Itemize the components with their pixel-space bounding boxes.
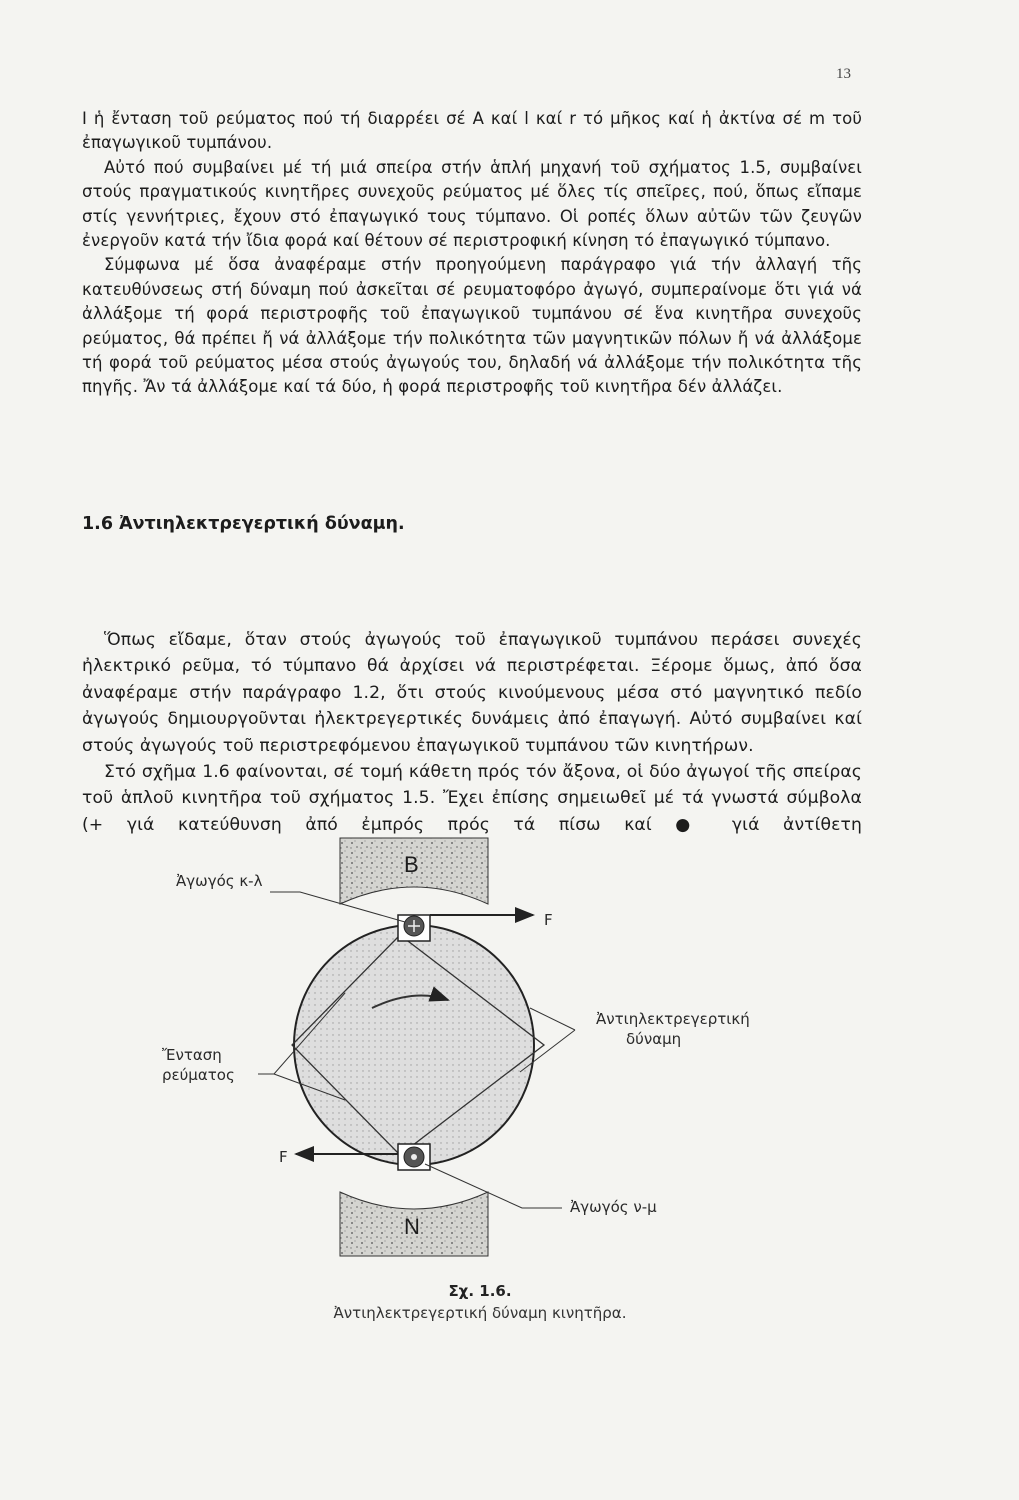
text-block-top <box>82 107 862 400</box>
figure-caption <box>280 1282 680 1322</box>
figure-1-6 <box>0 830 1019 1350</box>
conductor-top <box>398 915 430 941</box>
label-conductor-kl: Ἀγωγός κ-λ <box>176 872 263 890</box>
label-current-line2: ρεύματος <box>162 1066 235 1084</box>
label-back-emf-line2: δύναμη <box>626 1030 682 1048</box>
paragraph: Ι ἡ ἔνταση τοῦ ρεύματος πού τή διαρρέει σέ Α καί l καί r τό μῆκος καί ἡ ἀκτίνα σέ m τοῦ ἐπαγωγικοῦ τυμπάνου. <box>82 109 862 153</box>
paragraph: Στό σχῆμα 1.6 φαίνονται, σέ τομή κάθετη πρός τόν ἄξονα, οἱ δύο ἀγωγοί τῆς σπείρας τοῦ ἁπλοῦ κινητῆρα τοῦ σχήματος 1.5. Ἔχει ἐπίσης σημειωθεῖ μέ τά γνωστά σύμβολα (+ γιά κατεύθυνση ἀπό ἐμπρός πρός τά πίσω καί ● γιά ἀντίθετη <box>82 762 862 835</box>
north-pole <box>340 838 488 904</box>
label-back-emf-line1: Ἀντιηλεκτρεγερτική <box>596 1010 750 1028</box>
paragraph: Ὅπως εἴδαμε, ὅταν στούς ἀγωγούς τοῦ ἐπαγωγικοῦ τυμπάνου περάσει συνεχές ἠλεκτρικό ρεῦμα, τό τύμπανο θά ἀρχίσει νά περιστρέφεται. Ξέρομε ὅμως, ἀπό ὅσα ἀναφέραμε στήν παράγραφο 1.2, ὅτι στούς κινούμενους μέσα στό μαγνητικό πεδίο ἀγωγούς δημιουργοῦνται ἠλεκτρεγερτικές δυνάμεις ἀπό ἐπαγωγή. Αὐτό συμβαίνει καί στούς ἀγωγούς τοῦ περιστρεφόμενου ἐπαγωγικοῦ τυμπάνου τῶν κινητήρων. <box>82 630 862 756</box>
caption-text: Ἀντιηλεκτρεγερτική δύναμη κινητῆρα. <box>333 1304 627 1322</box>
label-conductor-nm: Ἀγωγός ν-μ <box>570 1198 657 1216</box>
south-pole <box>340 1192 488 1256</box>
caption-number: Σχ. 1.6. <box>448 1282 512 1300</box>
force-arrow-top <box>430 911 553 929</box>
text-block-bottom <box>82 627 862 838</box>
pole-label-top: B <box>404 852 419 877</box>
paragraph: Αὐτό πού συμβαίνει μέ τή μιά σπείρα στήν ἁπλή μηχανή τοῦ σχήματος 1.5, συμβαίνει στούς πραγματικούς κινητῆρες συνεχοῦς ρεύματος μέ ὅλες τίς σπεῖρες, πού, ὅπως εἴπαμε στίς γεννήτριες, ἔχουν στό ἐπαγωγικό τους τύμπανο. Οἱ ροπές ὅλων αὐτῶν τῶν ζευγῶν ἐνεργοῦν κατά τήν ἴδια φορά καί θέτουν σέ περιστροφική κίνηση τό ἐπαγωγικό τύμπανο. <box>82 157 862 251</box>
page-number: 13 <box>836 66 851 82</box>
force-label-top: F <box>544 911 553 929</box>
conductor-bottom <box>398 1144 430 1170</box>
armature-drum <box>294 925 534 1165</box>
pole-label-bottom: N <box>404 1214 420 1239</box>
paragraph: Σύμφωνα μέ ὅσα ἀναφέραμε στήν προηγούμενη παράγραφο γιά τήν ἀλλαγή τῆς κατευθύνσεως στή δύναμη πού ἀσκεῖται σέ ρευματοφόρο ἀγωγό, συμπεραίνομε ὅτι γιά νά ἀλλάξομε τή φορά περιστροφῆς τοῦ ἐπαγωγικοῦ τυμπάνου σέ ἕνα κινητῆρα συνεχοῦς ρεύματος, θά πρέπει ἤ νά ἀλλάξομε τήν πολικότητα τῶν μαγνητικῶν πόλων ἤ νά ἀλλάξομε τή φορά τοῦ ρεύματος μέσα στούς ἀγωγούς του, δηλαδή νά ἀλλάξομε τήν πολικότητα τῆς πηγῆς. Ἄν τά ἀλλάξομε καί τά δύο, ἡ φορά περιστροφῆς τοῦ κινητῆρα δέν ἀλλάζει. <box>82 255 862 397</box>
label-current-line1: Ἔνταση <box>162 1046 222 1064</box>
section-heading: 1.6 Ἀντιηλεκτρεγερτική δύναμη. <box>82 514 405 534</box>
motor-diagram <box>0 830 1019 1280</box>
force-label-bottom: F <box>279 1148 288 1166</box>
